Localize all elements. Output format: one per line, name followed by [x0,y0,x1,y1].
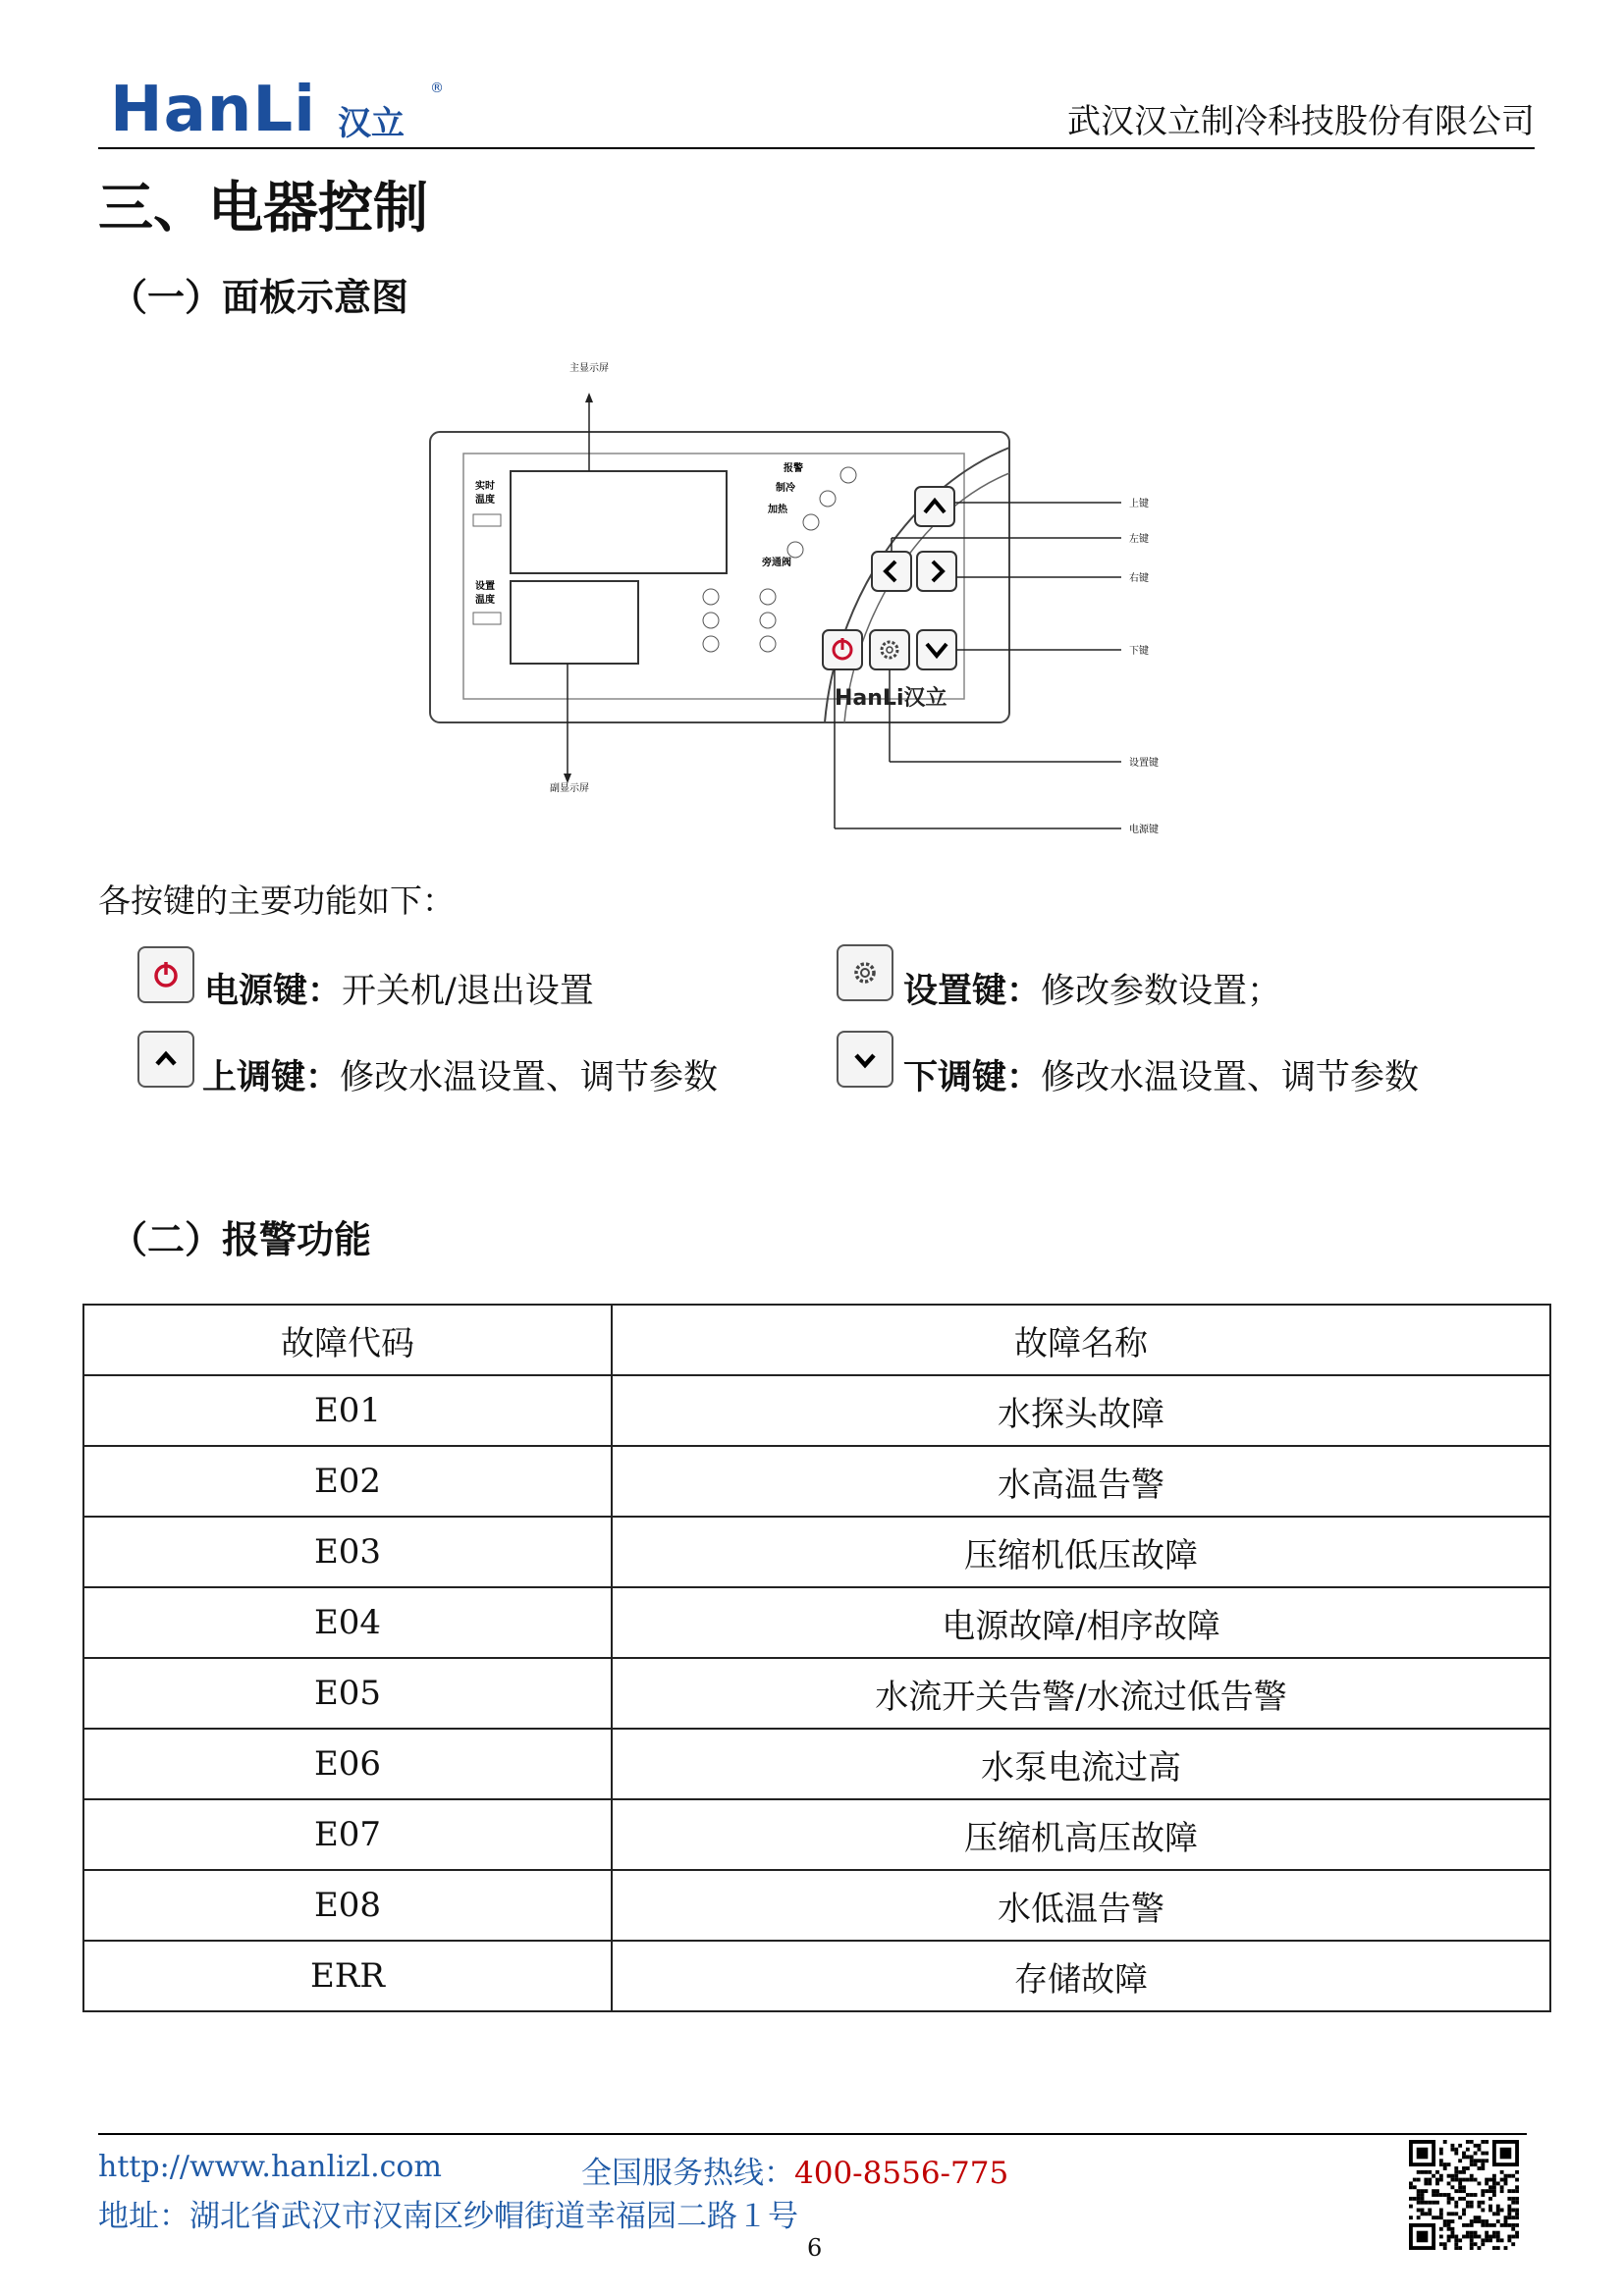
table-row [83,1870,1550,1941]
key-row-set [837,942,1524,1011]
down-key-callout: 下键 [1129,646,1149,657]
sub-display-screen [511,581,638,664]
panel-logo: HanLi汉立 [835,686,947,711]
footer-hotline [581,2148,1008,2192]
power-icon [151,960,181,989]
realtime-temp-label-2: 温度 [475,495,495,506]
fault-name-cell: 水泵电流过高 [612,1729,1550,1799]
indicator-led [760,613,776,628]
panel-right-key [917,552,956,591]
page-number: 6 [807,2234,823,2262]
indicator-bypass-led [787,542,803,558]
fault-code-cell: E06 [83,1729,612,1799]
table-row [83,1941,1550,2011]
fault-name-cell: 存储故障 [612,1941,1550,2011]
key-row-up [137,1029,825,1097]
indicator-cool-label: 制冷 [776,483,795,494]
fault-name-cell: 压缩机低压故障 [612,1517,1550,1587]
power-key-name: 电源键： [204,972,343,1011]
up-key-desc: 修改水温设置、调节参数 [340,1058,719,1097]
table-row [83,1799,1550,1870]
registered-mark: ® [430,80,444,96]
set-key-name: 设置键： [903,972,1042,1011]
indicator-cool-led [820,491,836,507]
table-row [83,1517,1550,1587]
header-fault-name: 故障名称 [612,1305,1550,1375]
up-key-icon [137,1031,194,1088]
down-key-icon [837,1031,893,1088]
main-display-callout: 主显示屏 [569,363,609,374]
indicator-led [703,613,719,628]
table-row [83,1446,1550,1517]
up-arrow-icon [151,1044,181,1074]
fault-name-cell: 水低温告警 [612,1870,1550,1941]
fault-code-cell: E02 [83,1446,612,1517]
fault-name-cell: 水探头故障 [612,1375,1550,1446]
table-header-row [83,1305,1550,1375]
set-key-callout: 设置键 [1129,758,1159,769]
set-key-icon [837,944,893,1001]
panel-up-key [915,487,954,526]
fault-code-cell: E01 [83,1375,612,1446]
indicator-led [760,589,776,605]
header-divider [98,147,1535,149]
section-title: 三、电器控制 [98,177,428,240]
panel-down-key [917,630,956,669]
footer-divider [98,2133,1527,2135]
indicator-alarm-led [840,467,856,483]
power-key-icon [137,946,194,1003]
footer-address: 地址：湖北省武汉市汉南区纱帽街道幸福园二路１号 [98,2199,798,2234]
table-row [83,1729,1550,1799]
indicator-led [760,636,776,652]
left-key-callout: 左键 [1129,534,1149,545]
subsection-title-alarm: （二）报警功能 [110,1218,372,1261]
set-key-desc: 修改参数设置； [1041,972,1282,1011]
fault-name-cell: 电源故障/相序故障 [612,1587,1550,1658]
fault-name-cell: 压缩机高压故障 [612,1799,1550,1870]
indicator-heat-label: 加热 [768,505,787,515]
fault-name-cell: 水流开关告警/水流过低告警 [612,1658,1550,1729]
table-row [83,1587,1550,1658]
fault-code-cell: E03 [83,1517,612,1587]
indicator-led [703,589,719,605]
indicator-alarm-label: 报警 [784,463,803,474]
up-key-name: 上调键： [202,1058,341,1097]
panel-diagram [412,353,1198,844]
main-display-screen [511,471,727,573]
table-row [83,1375,1550,1446]
table-row [83,1658,1550,1729]
set-temp-label-1: 设置 [475,581,495,592]
key-row-power [137,942,785,1011]
set-temp-label-2: 温度 [475,595,495,606]
footer-website[interactable]: http://www.hanlizl.com [98,2150,442,2184]
company-name: 武汉汉立制冷科技股份有限公司 [1067,102,1535,141]
right-key-callout: 右键 [1129,573,1149,584]
key-functions-intro: 各按键的主要功能如下： [98,881,455,920]
qr-code-icon [1409,2140,1519,2250]
indicator-led [703,636,719,652]
up-key-callout: 上键 [1129,499,1149,509]
down-arrow-icon [850,1044,880,1074]
fault-code-cell: E07 [83,1799,612,1870]
realtime-temp-indicator [473,514,501,526]
realtime-temp-label-1: 实时 [475,481,495,492]
set-temp-indicator [473,613,501,624]
indicator-heat-led [803,514,819,530]
fault-code-cell: E08 [83,1870,612,1941]
sub-display-callout: 副显示屏 [550,783,589,794]
fault-code-table [82,1304,1551,2012]
header-fault-code: 故障代码 [83,1305,612,1375]
power-key-callout: 电源键 [1129,825,1159,835]
fault-code-cell: E04 [83,1587,612,1658]
panel-set-key [870,630,909,669]
power-key-desc: 开关机/退出设置 [342,972,594,1011]
logo-chinese: 汉立 [338,104,405,143]
logo-wordmark: HanLi [110,74,317,146]
indicator-bypass-label: 旁通阀 [762,558,791,568]
down-key-desc: 修改水温设置、调节参数 [1041,1058,1420,1097]
fault-code-cell: E05 [83,1658,612,1729]
panel-left-key [872,552,911,591]
gear-icon [850,958,880,988]
subsection-title-panel: （一）面板示意图 [110,276,409,319]
down-key-name: 下调键： [903,1058,1042,1097]
key-row-down [837,1029,1524,1097]
hotline-label: 全国服务热线： [581,2156,794,2191]
fault-name-cell: 水高温告警 [612,1446,1550,1517]
hotline-number: 400-8556-775 [794,2156,1009,2191]
fault-code-cell: ERR [83,1941,612,2011]
